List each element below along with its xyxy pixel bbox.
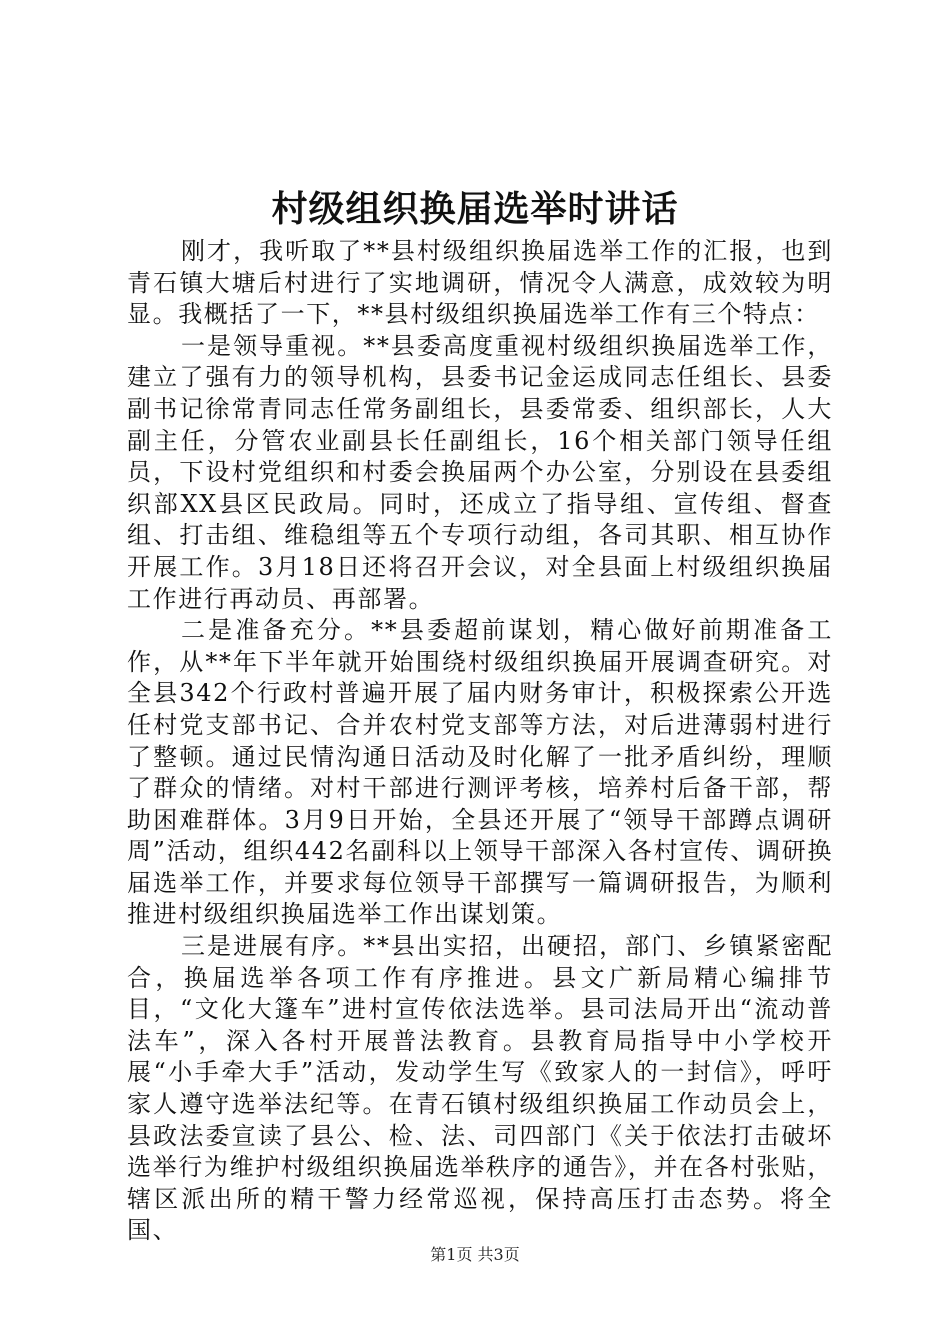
page-footer: 第1页 共3页 bbox=[430, 1245, 520, 1264]
paragraph-point-one: 一是领导重视。**县委高度重视村级组织换届选举工作，建立了强有力的领导机构，县委书记金运成同志任组长、县委副书记徐常青同志任常务副组长，县委常委、组织部长，人大副主任，分管农业副县长任副组长，16个相关部门领导任组员，下设村党组织和村委会换届两个办公室，分别设在县委组织部XX县区民政局。同时，还成立了指导组、宣传组、督查组、打击组、维稳组等五个专项行动组，各司其职、相互协作开展工作。3月18日还将召开会议，对全县面上村级组织换届工作进行再动员、再部署。 bbox=[127, 331, 833, 613]
paragraph-point-three: 三是进展有序。**县出实招，出硬招，部门、乡镇紧密配合，换届选举各项工作有序推进。县文广新局精心编排节目，“文化大篷车”进村宣传依法选举。县司法局开出“流动普法车”，深入各村开展普法教育。县教育局指导中小学校开展“小手牵大手”活动，发动学生写《致家人的一封信》，呼吁家人遵守选举法纪等。在青石镇村级组织换届工作动员会上，县政法委宣读了县公、检、法、司四部门《关于依法打击破坏选举行为维护村级组织换届选举秩序的通告》，并在各村张贴，辖区派出所的精干警力经常巡视，保持高压打击态势。将全国、 bbox=[127, 932, 833, 1245]
paragraph-intro: 刚才，我听取了**县村级组织换届选举工作的汇报，也到青石镇大塘后村进行了实地调研，情况令人满意，成效较为明显。我概括了一下，**县村级组织换届选举工作有三个特点： bbox=[127, 237, 833, 329]
paragraph-point-two: 二是准备充分。**县委超前谋划，精心做好前期准备工作，从**年下半年就开始围绕村级组织换届开展调查研究。对全县342个行政村普遍开展了届内财务审计，积极探索公开选任村党支部书记、合并农村党支部等方法，对后进薄弱村进行了整顿。通过民情沟通日活动及时化解了一批矛盾纠纷，理顺了群众的情绪。对村干部进行测评考核，培养村后备干部，帮助困难群体。3月9日开始，全县还开展了“领导干部蹲点调研周”活动，组织442名副科以上领导干部深入各村宣传、调研换届选举工作，并要求每位领导干部撰写一篇调研报告，为顺利推进村级组织换届选举工作出谋划策。 bbox=[127, 616, 833, 929]
document-body bbox=[127, 236, 833, 1247]
document-title: 村级组织换届选举时讲话 bbox=[271, 188, 679, 230]
